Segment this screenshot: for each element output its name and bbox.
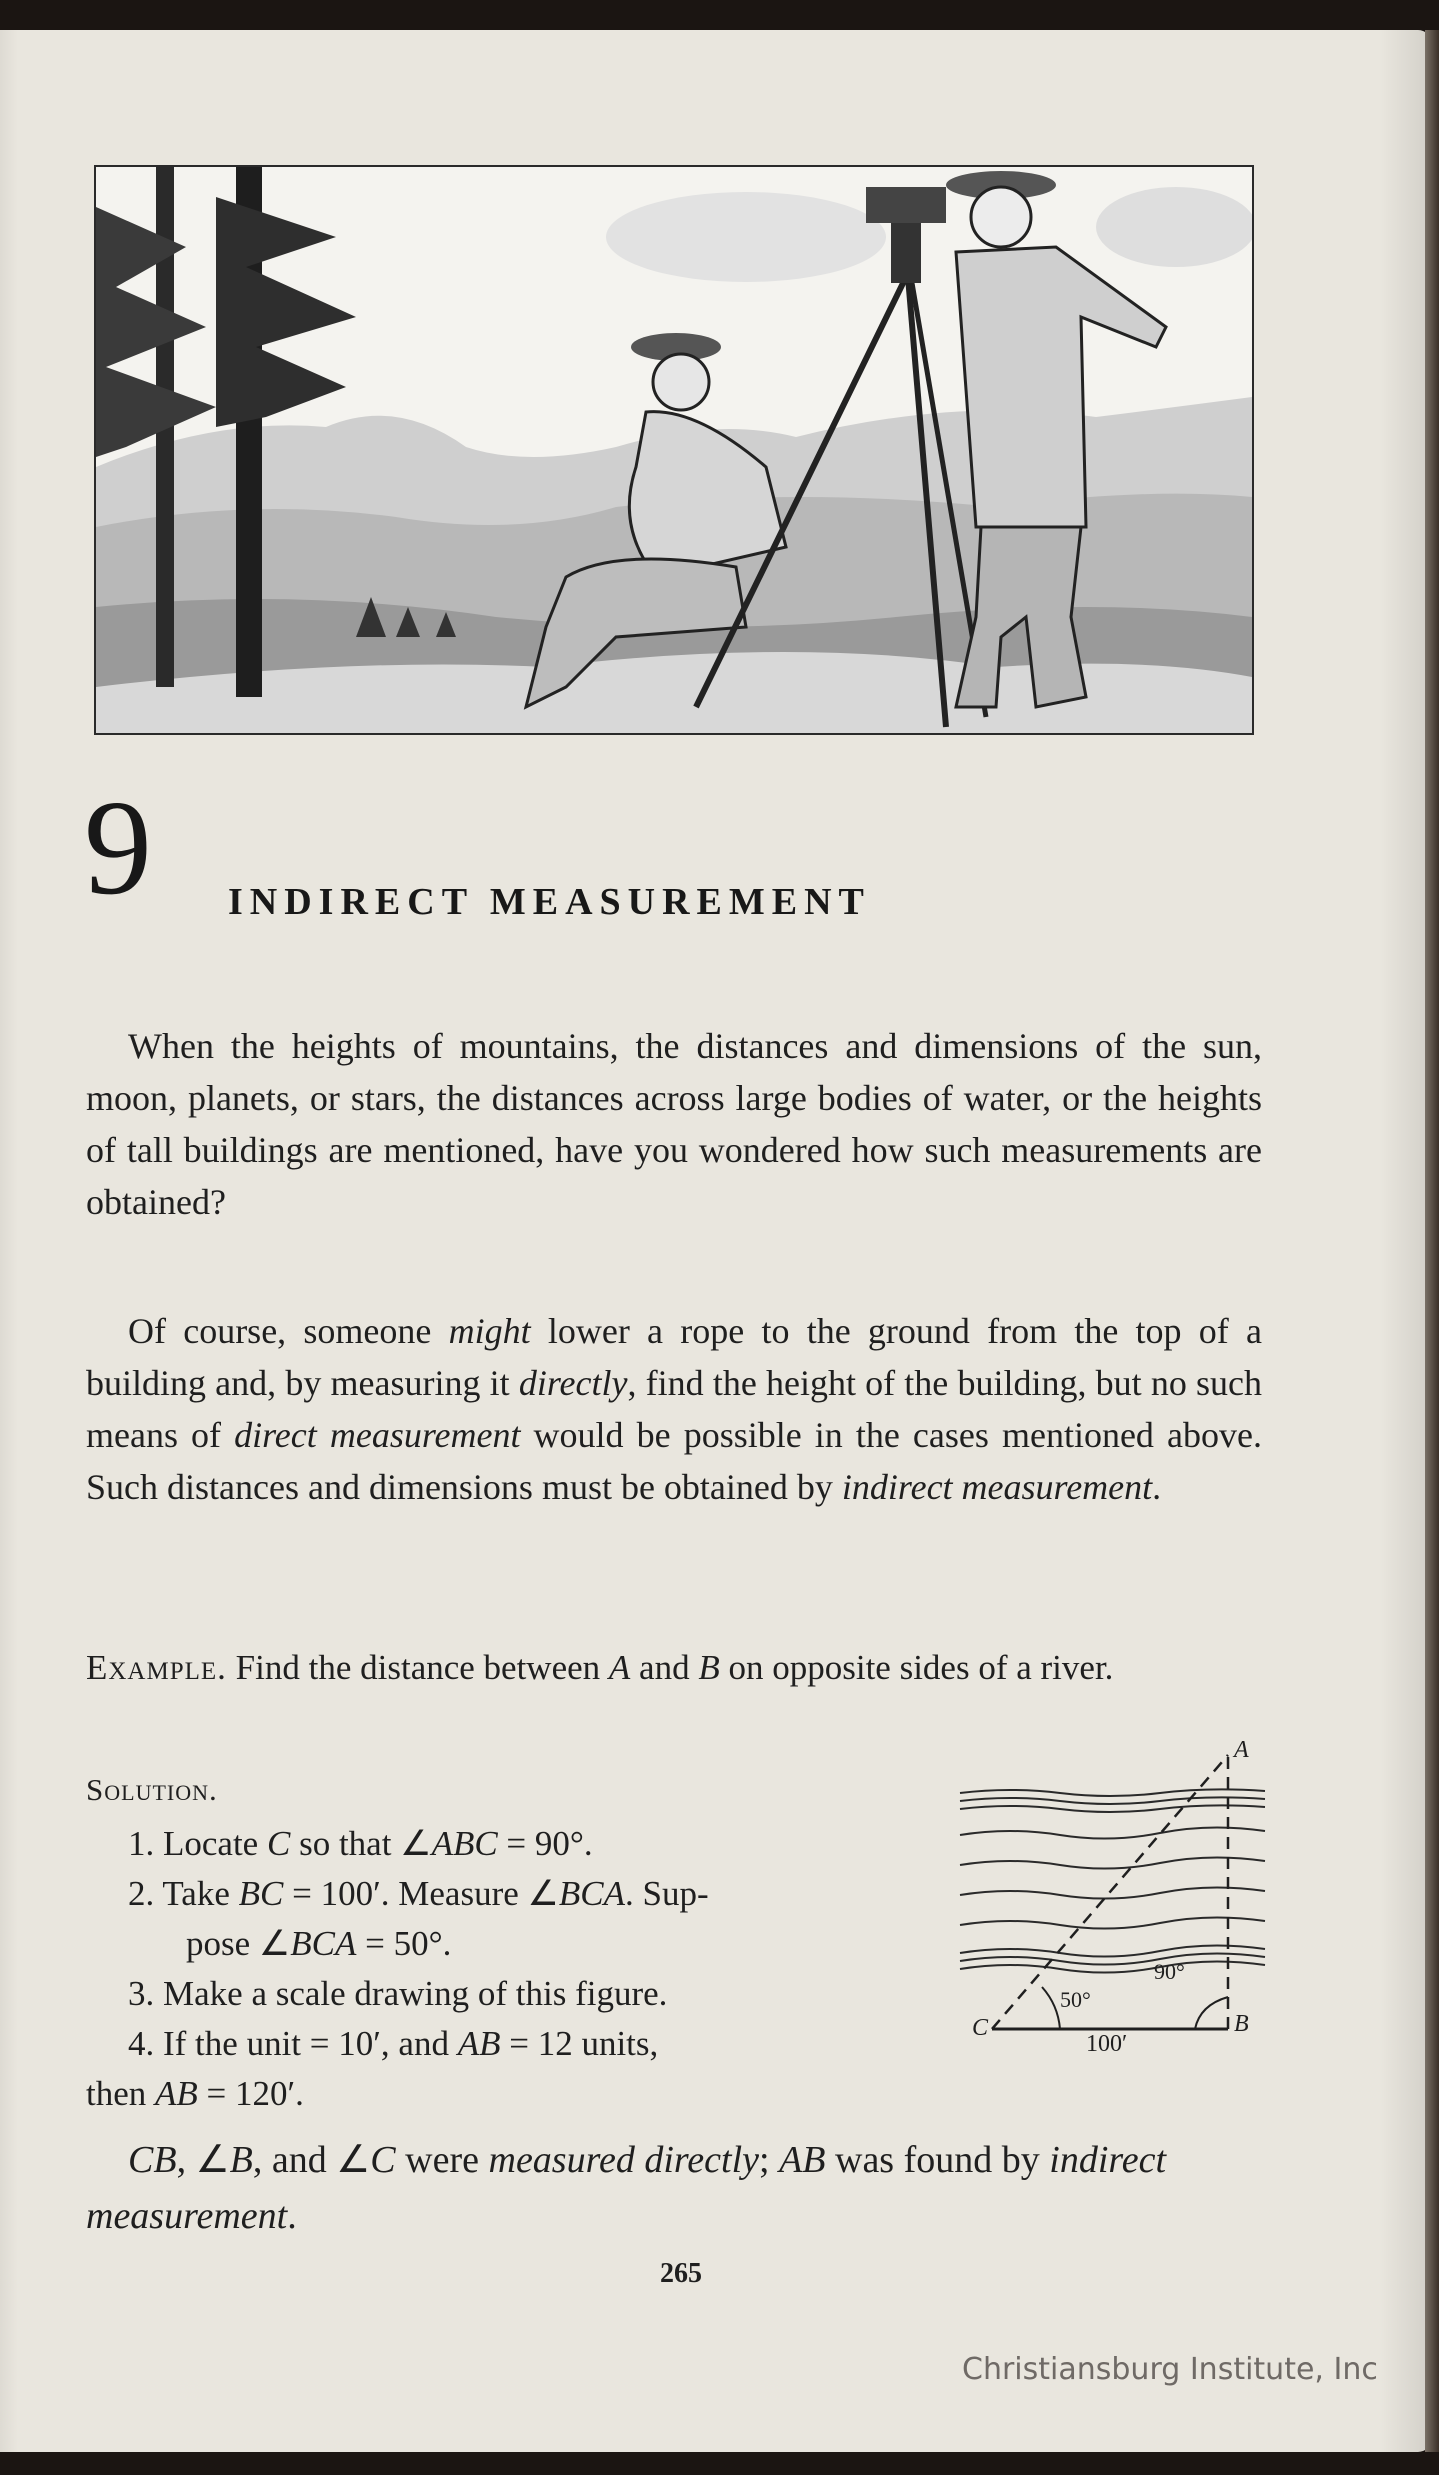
surveyors-illustration-icon [94, 165, 1254, 735]
conclusion-text: was found by [825, 2139, 1050, 2181]
step-number: 3. [128, 1974, 155, 2013]
conclusion-text: ; [759, 2139, 780, 2181]
conclusion-emphasis: indirect measurement [86, 2139, 1167, 2237]
point-a-label: A [1234, 1737, 1249, 1763]
conclusion-var: B [229, 2139, 253, 2181]
conclusion-text: , ∠ [176, 2139, 230, 2181]
step-text: = 50°. [356, 1924, 452, 1963]
solution-step-3 [128, 1970, 667, 2018]
example-text: Find the distance between [226, 1648, 609, 1687]
example-text: and [630, 1648, 699, 1687]
step-var: BCA [558, 1874, 626, 1913]
step-var: BC [238, 1874, 284, 1913]
step-var: AB [155, 2074, 198, 2113]
conclusion-text: were [395, 2139, 489, 2181]
page-number: 265 [660, 2258, 702, 2289]
example-point: A [608, 1648, 631, 1687]
angle-b-arc [1195, 1997, 1228, 2029]
conclusion-text: . [287, 2195, 297, 2237]
p2-text: . [1152, 1467, 1162, 1507]
conclusion-var: AB [779, 2139, 826, 2181]
example-label: Example. [86, 1648, 227, 1687]
p2-emphasis: might [448, 1311, 531, 1351]
p2-emphasis: indirect measurement [841, 1467, 1153, 1507]
conclusion-paragraph [86, 2132, 1262, 2244]
step-var: BCA [290, 1924, 357, 1963]
p2-text: Of course, someone [128, 1311, 449, 1351]
chapter-title: INDIRECT MEASUREMENT [228, 881, 871, 923]
step-var: C [266, 1824, 291, 1863]
page-edge [1425, 30, 1439, 2452]
step-number: 2. [128, 1874, 155, 1913]
step-number: 1. [128, 1824, 155, 1863]
watermark: Christiansburg Institute, Inc [962, 2352, 1378, 2387]
conclusion-emphasis: measured directly [488, 2139, 759, 2181]
example-text: on opposite sides of a river. [719, 1648, 1114, 1687]
solution-label: Solution. [86, 1772, 218, 1807]
step-number: 4. [128, 2024, 155, 2063]
step-text: Make a scale drawing of this figure. [163, 1974, 668, 2013]
p2-text: lower a rope to the ground from the top of a building and, by measuring it [86, 1311, 1262, 1403]
conclusion-var: CB [128, 2139, 177, 2181]
p2-emphasis: directly [518, 1363, 628, 1403]
step-text: so that ∠ [290, 1824, 432, 1863]
solution-step-4 [128, 2020, 658, 2068]
step-text: = 90°. [497, 1824, 593, 1863]
angle-c-arc [1042, 1987, 1060, 2029]
solution-step-2-cont [186, 1920, 451, 1968]
solution-step-1 [128, 1820, 593, 1868]
conclusion-text: , and ∠ [252, 2139, 371, 2181]
chapter-number: 9 [84, 773, 152, 923]
p2-emphasis: direct measurement [234, 1415, 521, 1455]
step-var: AB [457, 2024, 501, 2063]
river-diagram [950, 1735, 1270, 2057]
step-text: Locate [163, 1824, 267, 1863]
step-text: pose ∠ [186, 1924, 291, 1963]
point-b-label: B [1234, 2011, 1249, 2035]
direct-measurement-paragraph [86, 1305, 1262, 1513]
step-text: then [86, 2074, 156, 2113]
point-c-label: C [972, 2015, 989, 2035]
angle-c-label: 50° [1060, 1987, 1091, 2012]
conclusion-var: C [370, 2139, 396, 2181]
distance-label: 100′ [1086, 2031, 1128, 2057]
step-text: = 120′. [197, 2074, 304, 2113]
step-text: Take [162, 1874, 239, 1913]
angle-b-label: 90° [1154, 1959, 1185, 1984]
example-point: B [698, 1648, 720, 1687]
intro-paragraph: When the heights of mountains, the distances and dimensions of the sun, moon, planets, or stars, the distances across large bodies of water, or the heights of tall buildings are mentioned, have you wondered how such measurements are obtained? [86, 1026, 1262, 1222]
step-text: . Sup- [625, 1874, 709, 1913]
step-text: = 12 units, [500, 2024, 659, 2063]
step-text: If the unit = 10′, and [163, 2024, 458, 2063]
p2-text: , find the height of the building, but no such means of [86, 1363, 1262, 1455]
step-var: ABC [431, 1824, 498, 1863]
step-text: = 100′. Measure ∠ [283, 1874, 559, 1913]
solution-step-4-cont [86, 2070, 304, 2118]
example-block [86, 1643, 1262, 1693]
solution-step-2 [128, 1870, 709, 1918]
p2-text: would be possible in the cases mentioned above. Such distances and dimensions must be obtained by [86, 1415, 1262, 1507]
